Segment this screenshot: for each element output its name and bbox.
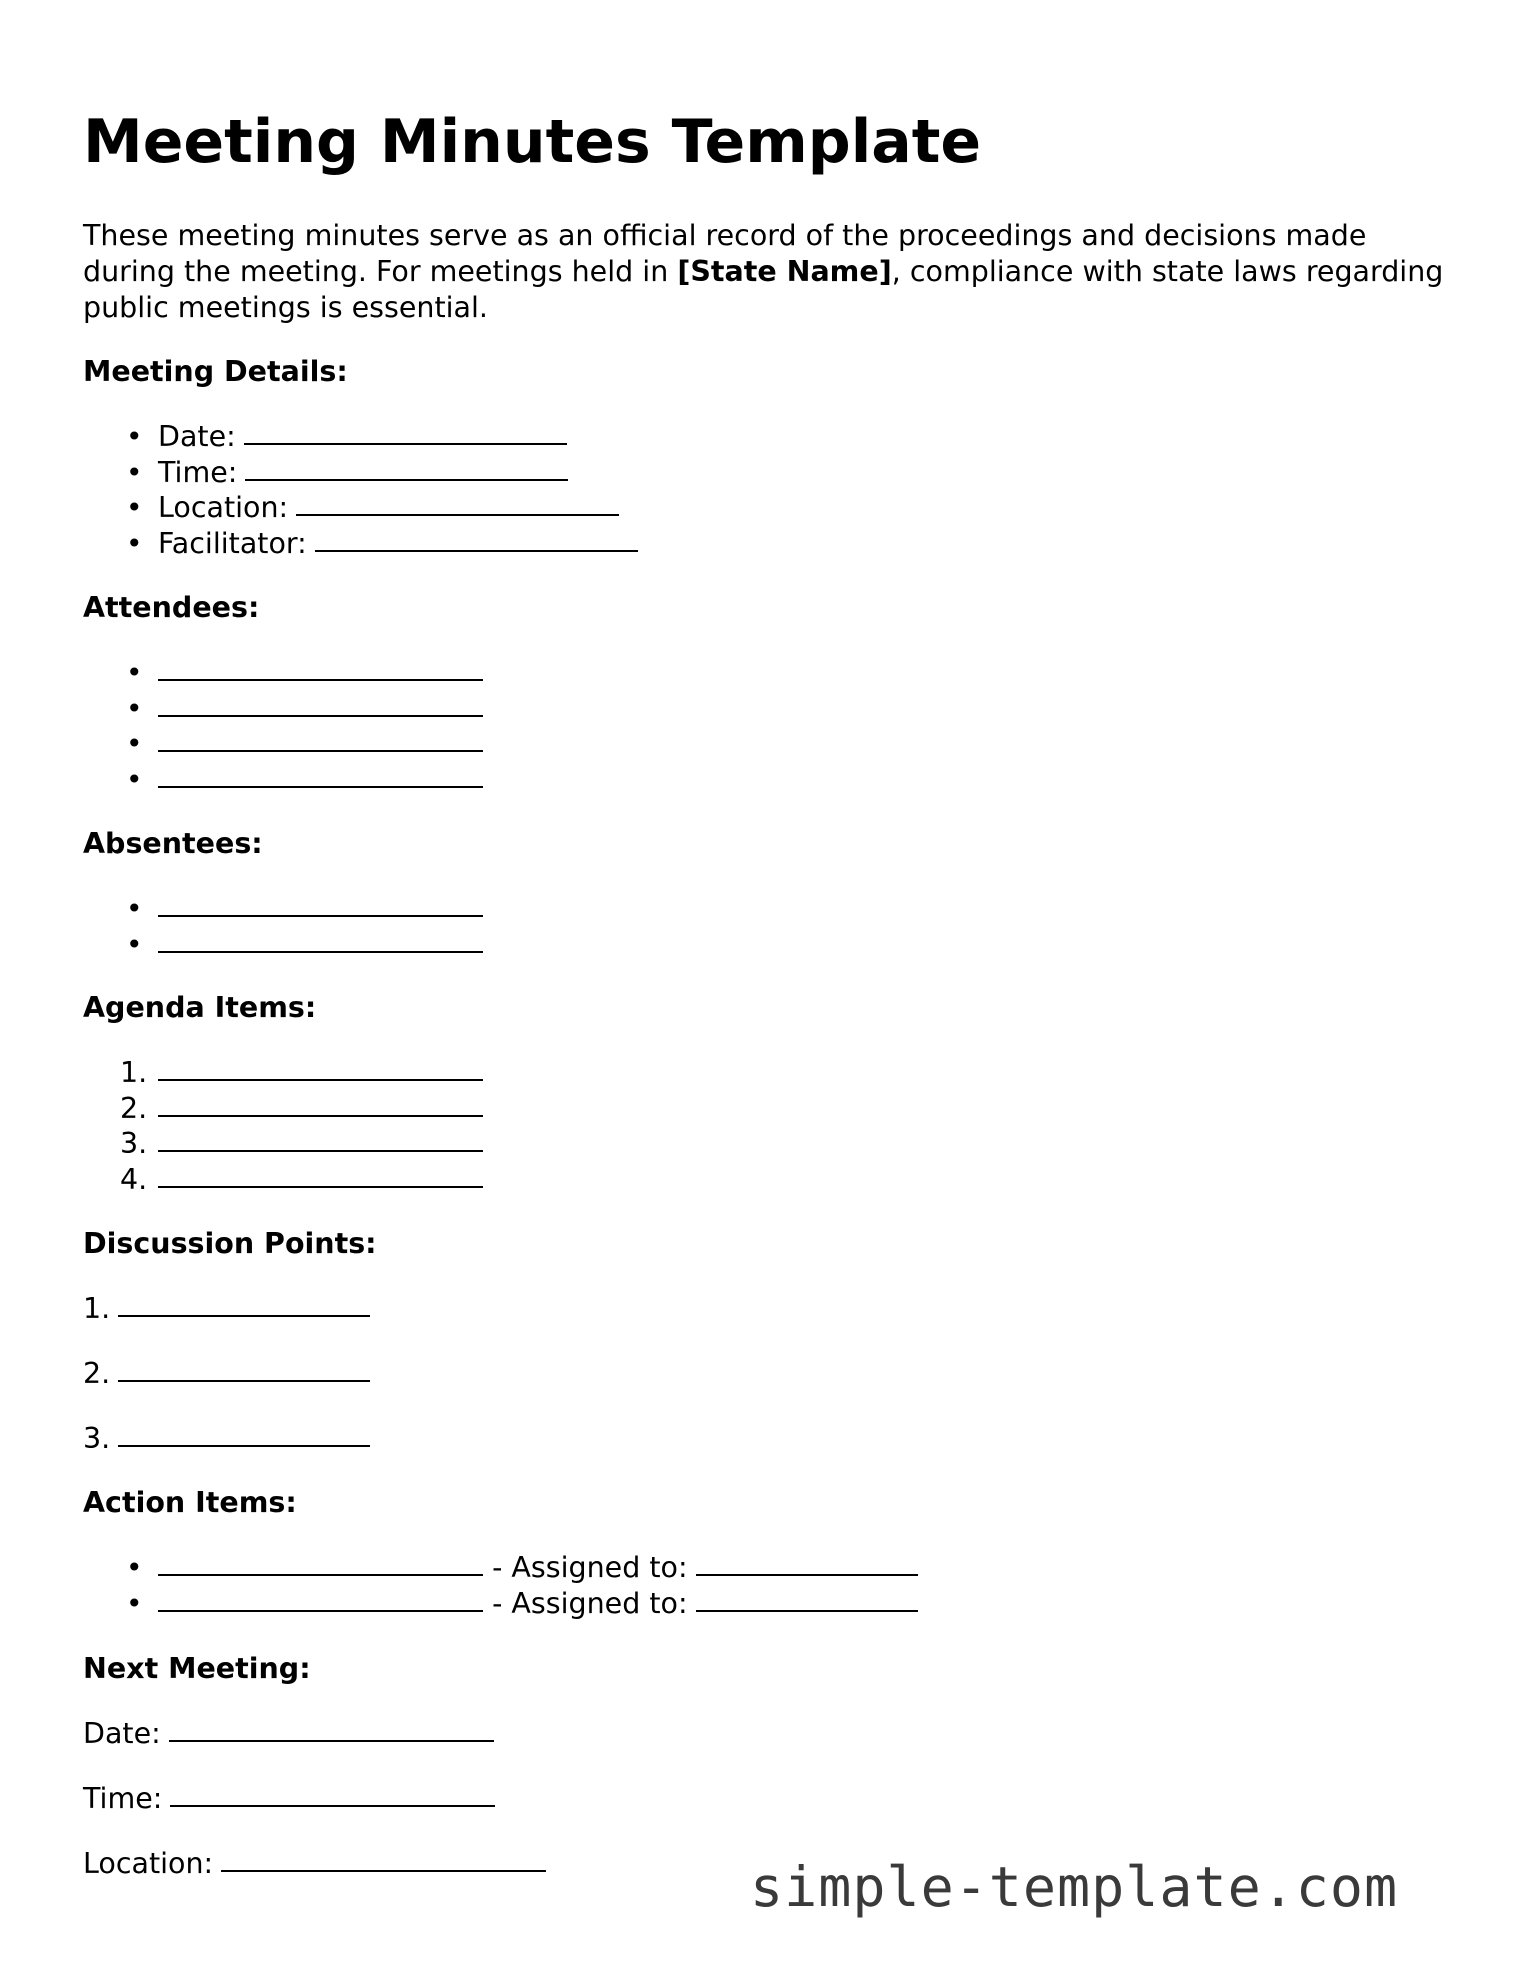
date-blank-line[interactable]: [169, 1739, 494, 1742]
next-meeting-location: [83, 1846, 546, 1882]
bullet-icon: •: [126, 892, 143, 925]
attendee-blank-line[interactable]: [158, 714, 483, 717]
list-number: 1.: [83, 1292, 111, 1325]
assignee-blank-line[interactable]: [696, 1609, 918, 1612]
attendee-blank-line[interactable]: [158, 749, 483, 752]
page-title: Meeting Minutes Template: [83, 107, 982, 177]
list-number: 2.: [120, 1091, 148, 1125]
attendees-list: [83, 655, 483, 797]
list-item: [83, 927, 483, 963]
absentee-blank-line[interactable]: [158, 950, 483, 953]
bullet-icon: •: [126, 491, 143, 524]
list-item: [83, 1126, 483, 1162]
discussion-points-heading: Discussion Points:: [83, 1227, 377, 1260]
bullet-icon: •: [126, 727, 143, 760]
list-item: [83, 1550, 918, 1586]
next-meeting-heading: Next Meeting:: [83, 1652, 311, 1685]
list-item: [83, 691, 483, 727]
bullet-icon: •: [126, 526, 143, 560]
agenda-blank-line[interactable]: [158, 1185, 483, 1188]
bullet-icon: •: [126, 927, 143, 961]
date-label: Date:: [158, 420, 236, 453]
date-label: Date:: [83, 1717, 161, 1750]
bullet-icon: •: [126, 762, 143, 796]
list-item: [83, 1586, 918, 1622]
state-name-placeholder: [State Name]: [677, 255, 892, 288]
list-item: [83, 419, 638, 455]
attendee-blank-line[interactable]: [158, 678, 483, 681]
list-item: [83, 1055, 483, 1091]
bullet-icon: •: [126, 691, 143, 725]
time-label: Time:: [158, 455, 238, 489]
meeting-details-heading: Meeting Details:: [83, 355, 348, 388]
watermark: simple-template.com: [750, 1855, 1399, 1919]
time-blank-line[interactable]: [245, 478, 568, 481]
attendee-blank-line[interactable]: [158, 785, 483, 788]
discussion-point: [83, 1356, 370, 1392]
intro-text-start: These meeting minutes serve as an official record of the proceedings and decisions made during the meeting. For meetings held in: [83, 219, 1367, 288]
location-label: Location:: [158, 491, 289, 524]
intro-paragraph: [83, 218, 1453, 326]
discussion-blank-line[interactable]: [118, 1444, 370, 1447]
list-number: 3.: [120, 1127, 148, 1160]
agenda-items-heading: Agenda Items:: [83, 991, 317, 1024]
next-meeting-date: [83, 1716, 494, 1752]
agenda-blank-line[interactable]: [158, 1078, 483, 1081]
location-blank-line[interactable]: [221, 1869, 546, 1872]
facilitator-blank-line[interactable]: [315, 549, 638, 552]
location-label: Location:: [83, 1847, 214, 1880]
meeting-details-list: [83, 419, 638, 561]
action-items-heading: Action Items:: [83, 1486, 297, 1519]
attendees-heading: Attendees:: [83, 591, 260, 624]
list-item: [83, 655, 483, 691]
action-items-list: [83, 1550, 918, 1621]
agenda-items-list: [83, 1055, 483, 1197]
date-blank-line[interactable]: [244, 442, 567, 445]
list-number: 2.: [83, 1357, 111, 1390]
discussion-point: [83, 1291, 370, 1327]
absentee-blank-line[interactable]: [158, 914, 483, 917]
bullet-icon: •: [126, 420, 143, 453]
discussion-point: [83, 1421, 370, 1457]
list-number: 1.: [120, 1056, 148, 1089]
agenda-blank-line[interactable]: [158, 1149, 483, 1152]
list-item: [83, 526, 638, 562]
discussion-blank-line[interactable]: [118, 1314, 370, 1317]
discussion-blank-line[interactable]: [118, 1379, 370, 1382]
time-blank-line[interactable]: [170, 1804, 495, 1807]
assigned-to-label: - Assigned to:: [492, 1586, 688, 1620]
list-number: 3.: [83, 1422, 111, 1455]
list-item: [83, 1091, 483, 1127]
list-item: [83, 891, 483, 927]
list-number: 4.: [120, 1162, 148, 1196]
assignee-blank-line[interactable]: [696, 1573, 918, 1576]
location-blank-line[interactable]: [296, 513, 619, 516]
list-item: [83, 490, 638, 526]
list-item: [83, 762, 483, 798]
assigned-to-label: - Assigned to:: [492, 1551, 688, 1584]
list-item: [83, 455, 638, 491]
bullet-icon: •: [126, 1586, 143, 1620]
intro-text-end: , compliance with state laws regarding public meetings is essential.: [83, 255, 1444, 324]
agenda-blank-line[interactable]: [158, 1114, 483, 1117]
time-label: Time:: [83, 1782, 163, 1815]
facilitator-label: Facilitator:: [158, 526, 307, 560]
list-item: [83, 726, 483, 762]
bullet-icon: •: [126, 656, 143, 689]
absentees-heading: Absentees:: [83, 827, 263, 860]
action-blank-line[interactable]: [158, 1609, 483, 1612]
bullet-icon: •: [126, 1551, 143, 1584]
bullet-icon: •: [126, 455, 143, 489]
list-item: [83, 1162, 483, 1198]
absentees-list: [83, 891, 483, 962]
action-blank-line[interactable]: [158, 1573, 483, 1576]
next-meeting-time: [83, 1781, 495, 1817]
